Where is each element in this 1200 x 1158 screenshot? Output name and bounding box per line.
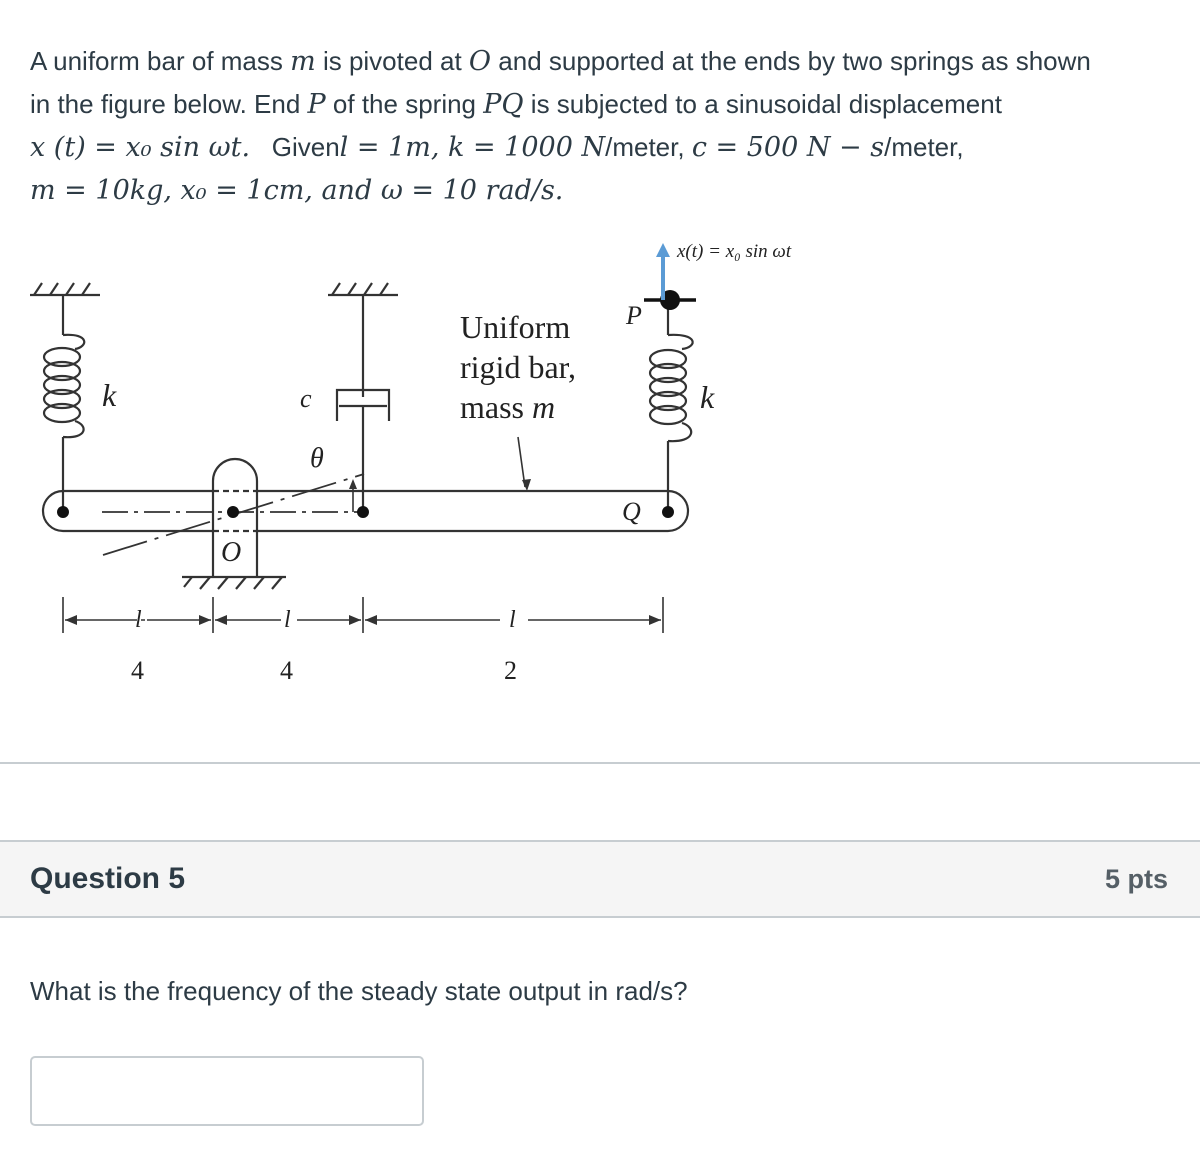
math-P: P (307, 89, 326, 120)
dim1-numerator: l (135, 607, 142, 633)
bar-spring-damper-diagram (20, 225, 840, 705)
math-O: O (468, 46, 492, 77)
point-P-label: P (626, 301, 642, 330)
dim1-denominator: 4 (131, 656, 144, 685)
question-header (0, 840, 1200, 918)
damper-attach-dot (357, 506, 369, 518)
text: is pivoted at (315, 46, 469, 76)
prompt-line-3 (30, 126, 1180, 169)
question-text: What is the frequency of the steady state output in rad/s? (30, 976, 688, 1006)
point-Q-dot (662, 506, 674, 518)
math-forcing-equation: x (t) = x₀ sin ωt. (30, 132, 251, 163)
dim3-denominator: 2 (504, 656, 517, 685)
question-title: Question 5 (30, 862, 186, 895)
pivot-O-label: O (221, 537, 242, 568)
text: and supported at the ends by two springs as shown (491, 46, 1091, 76)
label-pointer (518, 437, 525, 487)
spring-right-k-label: k (700, 379, 715, 415)
answer-input[interactable] (30, 1056, 424, 1126)
label-uniform: Uniform (460, 309, 571, 345)
spring-left-k-label: k (102, 377, 117, 413)
theta-label: θ (310, 443, 324, 474)
forcing-label: x(t) = x₀ sin ωt (677, 241, 792, 262)
problem-statement (30, 40, 1180, 212)
dim2-denominator: 4 (280, 656, 293, 685)
text: Given (250, 132, 340, 162)
pivot-support-icon (182, 459, 286, 589)
prompt-line-4 (30, 169, 1180, 212)
math-m: m (290, 46, 316, 77)
question-points: 5 pts (1104, 864, 1168, 894)
dimension-labels (131, 607, 517, 685)
left-end-dot (57, 506, 69, 518)
dim3-numerator: l (509, 607, 516, 633)
label-rigid-bar: rigid bar, (460, 349, 577, 385)
text: /meter, (605, 132, 692, 162)
dim2-numerator: l (284, 607, 291, 633)
math-PQ: PQ (483, 89, 524, 120)
dimension-lines (63, 597, 663, 633)
math-given-m-x0-omega: m = 10kg, x₀ = 1cm, and ω = 10 rad/s. (30, 175, 564, 206)
text: /meter, (884, 132, 964, 162)
left-ground-icon (30, 283, 100, 295)
point-Q-label: Q (622, 497, 641, 526)
pivot-dot (227, 506, 239, 518)
mechanism-figure (20, 225, 840, 705)
damper-ground-icon (328, 283, 398, 295)
section-divider (0, 762, 1200, 764)
text: of the spring (325, 89, 484, 119)
prompt-line-2 (30, 83, 1180, 126)
damper-c-label: c (300, 384, 312, 413)
left-spring-icon (44, 295, 84, 512)
label-mass: mass m (460, 389, 556, 425)
math-given-c: c = 500 N − s (691, 132, 885, 163)
text: A uniform bar of mass (30, 46, 291, 76)
right-spring-icon (650, 300, 693, 512)
text: in the figure below. End (30, 89, 308, 119)
math-given-l-k: l = 1m, k = 1000 N (339, 132, 606, 163)
text: is subjected to a sinusoidal displacement (523, 89, 1002, 119)
prompt-line-1 (30, 40, 1180, 83)
